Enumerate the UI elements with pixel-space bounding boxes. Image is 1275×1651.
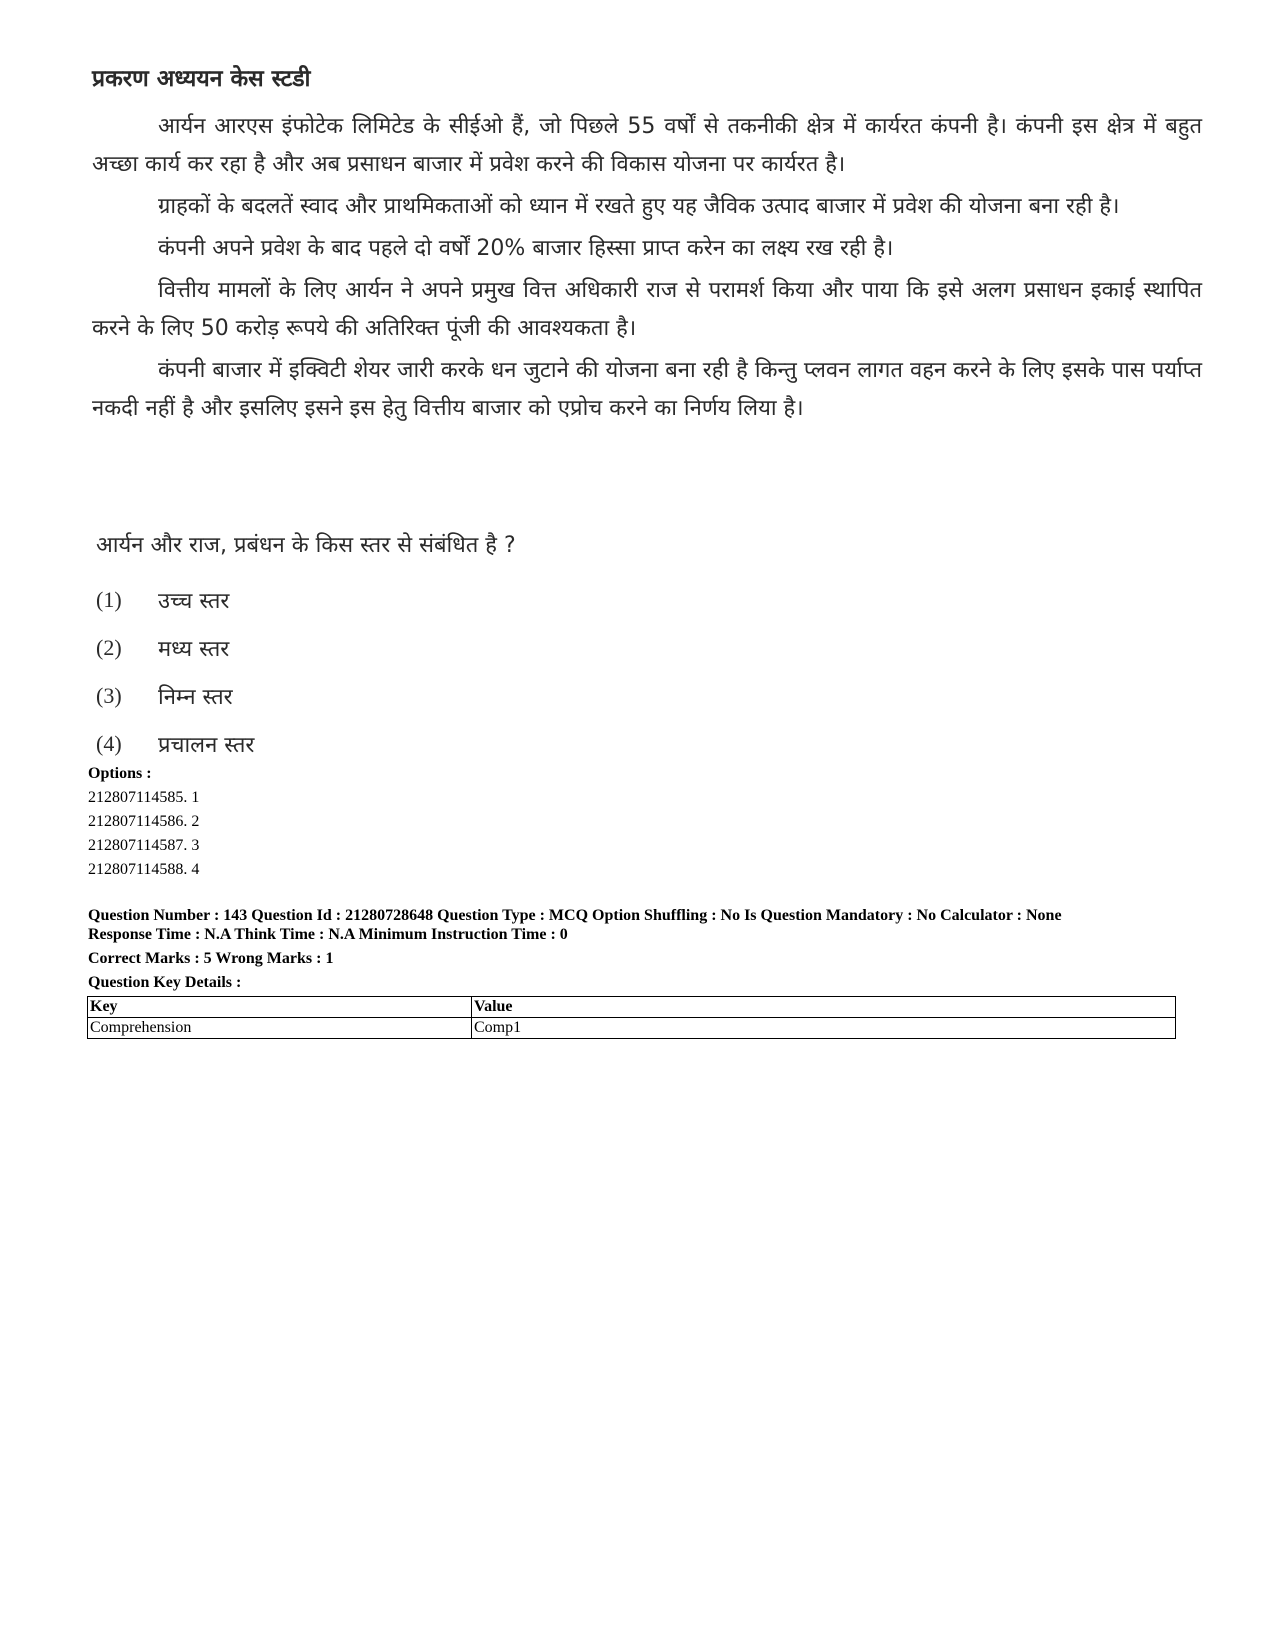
- choice-number: (1): [96, 587, 122, 612]
- table-cell-key: Comprehension: [88, 1018, 472, 1039]
- passage-paragraph-2: ग्राहकों के बदलतें स्वाद और प्राथमिकताओं को ध्यान में रखते हुए यह जैविक उत्पाद बाजार में प्रवेश की योजना बना रही है।: [158, 194, 1120, 219]
- question-meta: [88, 906, 1183, 992]
- options-block: [88, 762, 199, 882]
- question-meta-line-1: Question Number : 143 Question Id : 21280728648 Question Type : MCQ Option Shuffling : No Is Question Mandatory : No Calculator : None: [88, 907, 1062, 924]
- answer-choices: [96, 576, 254, 768]
- option-id-3: 212807114587. 3: [88, 837, 200, 854]
- answer-choice-3: [96, 672, 254, 720]
- choice-number: (4): [96, 731, 122, 756]
- answer-choice-4: [96, 720, 254, 768]
- choice-number: (3): [96, 683, 122, 708]
- passage-paragraph-3: कंपनी अपने प्रवेश के बाद पहले दो वर्षों 20% बाजार हिस्सा प्राप्त करेन का लक्ष्य रख रही है।: [158, 236, 894, 261]
- table-header-key: Key: [88, 997, 472, 1018]
- choice-text: मध्य स्तर: [158, 637, 230, 662]
- table-header-row: [88, 997, 1176, 1018]
- key-details-table: [87, 996, 1176, 1039]
- answer-choice-2: [96, 624, 254, 672]
- passage: [92, 62, 1202, 432]
- option-id-4: 212807114588. 4: [88, 861, 200, 878]
- question-meta-line-2: Response Time : N.A Think Time : N.A Minimum Instruction Time : 0: [88, 926, 568, 943]
- passage-paragraph-4: वित्तीय मामलों के लिए आर्यन ने अपने प्रमुख वित्त अधिकारी राज से परामर्श किया और पाया कि इसे अलग प्रसाधन इकाई स्थापित करने के लिए 50 करोड़ रूपये की अतिरिक्त पूंजी की आवश्यकता है।: [92, 278, 1202, 341]
- option-id-2: 212807114586. 2: [88, 813, 200, 830]
- answer-choice-1: [96, 576, 254, 624]
- passage-paragraph-5: कंपनी बाजार में इक्विटी शेयर जारी करके धन जुटाने की योजना बना रही है किन्तु प्लवन लागत वहन करने के लिए इसके पास पर्याप्त नकदी नहीं है और इसलिए इसने इस हेतु वित्तीय बाजार को एप्रोच करने का निर्णय लिया है।: [92, 358, 1202, 421]
- choice-text: प्रचालन स्तर: [158, 733, 255, 758]
- options-label: Options :: [88, 765, 152, 782]
- key-details-label: Question Key Details :: [88, 974, 242, 991]
- passage-heading: प्रकरण अध्ययन केस स्टडी: [92, 66, 311, 92]
- marks-line: Correct Marks : 5 Wrong Marks : 1: [88, 950, 334, 967]
- table-cell-value: Comp1: [472, 1018, 1176, 1039]
- choice-text: निम्न स्तर: [158, 685, 233, 710]
- choice-number: (2): [96, 635, 122, 660]
- table-header-value: Value: [472, 997, 1176, 1018]
- option-id-1: 212807114585. 1: [88, 789, 200, 806]
- choice-text: उच्च स्तर: [158, 589, 230, 614]
- question-stem: आर्यन और राज, प्रबंधन के किस स्तर से संबंधित है ?: [96, 533, 516, 558]
- passage-paragraph-1: आर्यन आरएस इंफोटेक लिमिटेड के सीईओ हैं, जो पिछले 55 वर्षों से तकनीकी क्षेत्र में कार्यरत कंपनी है। कंपनी इस क्षेत्र में बहुत अच्छा कार्य कर रहा है और अब प्रसाधन बाजार में प्रवेश करने की विकास योजना पर कार्यरत है।: [92, 114, 1202, 177]
- table-row: [88, 1018, 1176, 1039]
